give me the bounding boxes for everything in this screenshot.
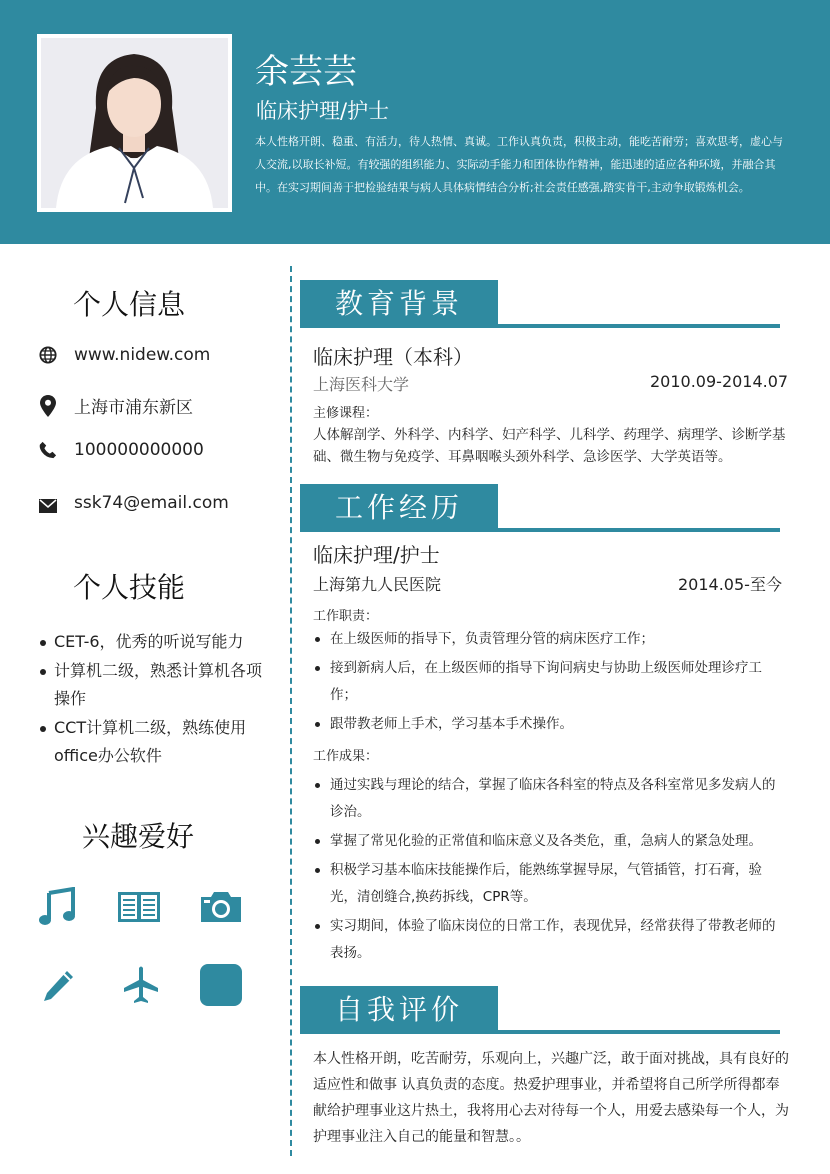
- pencil-icon: [34, 960, 84, 1010]
- skill-item: CET-6，优秀的听说写能力: [40, 628, 275, 656]
- duty-item: 接到新病人后，在上级医师的指导下询问病史与协助上级医师处理诊疗工作；: [313, 655, 783, 709]
- education-title: 教育背景: [300, 280, 498, 328]
- education-degree: 临床护理（本科）: [313, 345, 473, 369]
- book-icon: [114, 882, 164, 932]
- duty-item: 在上级医师的指导下，负责管理分管的病床医疗工作；: [313, 626, 783, 653]
- airplane-icon: [116, 960, 166, 1010]
- location-pin-icon: [38, 396, 58, 416]
- globe-icon: [38, 345, 58, 365]
- candidate-name: 余芸芸: [255, 52, 357, 92]
- self-eval-header: [300, 986, 780, 1034]
- contact-phone: [38, 440, 204, 460]
- courses-label: 主修课程：: [313, 406, 379, 421]
- skills-list: [40, 628, 275, 771]
- profile-photo-frame: [37, 34, 232, 212]
- education-school: 上海医科大学: [313, 375, 410, 394]
- work-header: [300, 484, 780, 532]
- work-company: 上海第九人民医院: [313, 575, 442, 594]
- work-title: 工作经历: [300, 484, 498, 532]
- square-icon: [196, 960, 246, 1010]
- contact-location: [38, 393, 193, 418]
- results-list: [313, 772, 783, 969]
- result-item: 实习期间，体验了临床岗位的日常工作，表现优异，经常获得了带教老师的表扬。: [313, 913, 783, 967]
- duty-item: 跟带教老师上手术，学习基本手术操作。: [313, 711, 783, 738]
- skill-item: CCT计算机二级，熟练使用office办公软件: [40, 714, 275, 770]
- result-item: 掌握了常见化验的正常值和临床意义及各类危，重，急病人的紧急处理。: [313, 828, 783, 855]
- camera-icon: [196, 882, 246, 932]
- personal-info-title: 个人信息: [73, 288, 186, 321]
- work-position: 临床护理/护士: [313, 543, 440, 567]
- contact-website: [38, 345, 210, 365]
- duties-list: [313, 626, 783, 740]
- header-summary: 本人性格开朗、稳重、有活力，待人热情、真诚。工作认真负责，积极主动，能吃苦耐劳；喜欢思考，虚心与人交流,以取长补短。有较强的组织能力、实际动手能力和团体协作精神，能迅速的适应各种环境，并融合其中。在实习期间善于把检验结果与病人具体病情结合分析;社会责任感强,踏实肯干,主动争取锻炼机会。: [255, 135, 783, 194]
- portrait-illustration: [41, 38, 228, 208]
- email-text: ssk74@email.com: [74, 493, 229, 513]
- hobbies-title: 兴趣爱好: [82, 820, 195, 853]
- self-eval-header-line: [498, 1030, 780, 1034]
- work-period: 2014.05-至今: [678, 575, 782, 594]
- result-item: 积极学习基本临床技能操作后，能熟练掌握导尿，气管插管，打石膏，验光，清创缝合,换药拆线，CPR等。: [313, 857, 783, 911]
- envelope-icon: [38, 493, 58, 513]
- duties-label: 工作职责：: [313, 609, 379, 624]
- phone-text: 100000000000: [74, 440, 204, 460]
- column-divider: [290, 266, 292, 1156]
- education-header: [300, 280, 780, 328]
- profile-photo: [41, 38, 228, 208]
- results-label: 工作成果：: [313, 749, 379, 764]
- education-header-line: [498, 324, 780, 328]
- work-header-line: [498, 528, 780, 532]
- education-period: 2010.09-2014.07: [650, 372, 789, 391]
- skill-item: 计算机二级，熟悉计算机各项操作: [40, 657, 275, 713]
- courses-text: 人体解剖学、外科学、内科学、妇产科学、儿科学、药理学、病理学、诊断学基础、微生物与免疫学、耳鼻咽喉头颈外科学、急诊医学、大学英语等。: [313, 427, 786, 465]
- header-banner: [0, 0, 830, 244]
- skills-title: 个人技能: [73, 571, 186, 604]
- candidate-role: 临床护理/护士: [256, 99, 390, 123]
- music-icon: [32, 882, 82, 932]
- location-text: 上海市浦东新区: [74, 398, 193, 418]
- phone-icon: [38, 440, 58, 460]
- result-item: 通过实践与理论的结合，掌握了临床各科室的特点及各科室常见多发病人的诊治。: [313, 772, 783, 826]
- contact-email: [38, 493, 229, 513]
- self-eval-title: 自我评价: [300, 986, 498, 1034]
- self-eval-text: 本人性格开朗，吃苦耐劳，乐观向上，兴趣广泛，敢于面对挑战，具有良好的适应性和做事 认真负责的态度。热爱护理事业，并希望将自己所学所得都奉献给护理事业这片热土，我将用心去对待每一个人，用爱去感染每一个人，为护理事业注入自己的能量和智慧。。: [313, 1051, 789, 1145]
- website-text: www.nidew.com: [74, 345, 211, 365]
